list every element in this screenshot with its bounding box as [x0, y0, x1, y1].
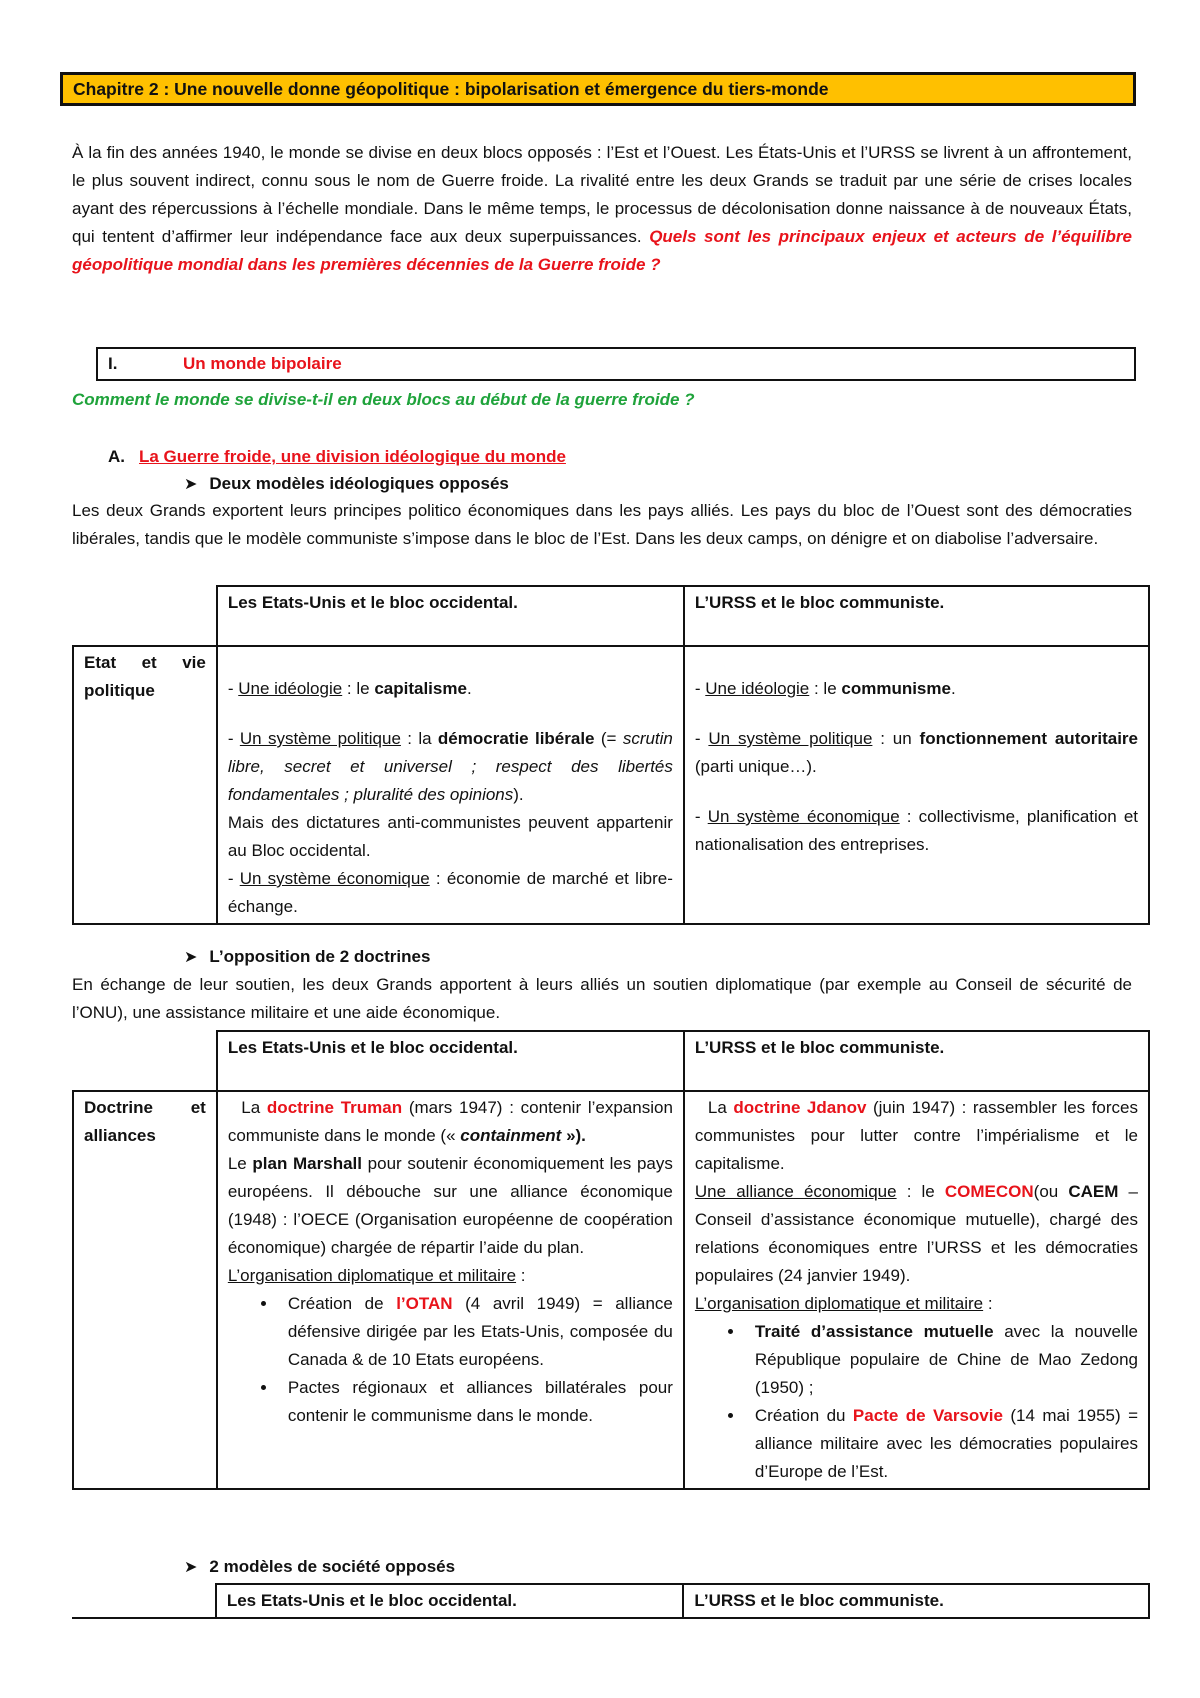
text-fragment: La — [707, 1098, 734, 1117]
bullet-heading-text: Deux modèles idéologiques opposés — [209, 474, 509, 493]
subsection-letter: A. — [108, 447, 125, 466]
west-alliance-list — [228, 1290, 673, 1430]
section-number: I. — [108, 354, 118, 373]
text-fragment: . — [950, 679, 956, 698]
value-ideology: communisme — [841, 679, 951, 698]
header-west: Les Etats-Unis et le bloc occidental. — [216, 1584, 684, 1618]
intro-text: À la fin des années 1940, le monde se divise en deux blocs opposés : l’Est et l’Ouest. Les États-Unis et l’URSS se livrent à un affrontement, le plus souvent indirect, connu sous le nom de Guerre froide. La rivalité entre les deux Grands se traduit par une série de crises locales ayant des répercussions à l’échelle mondiale. Dans le même temps, le processus de décolonisation donne naissance à de nouveaux États, qui tentent d’affirmer leur indépendance face aux deux superpuissances. — [72, 143, 1132, 246]
text-fragment: : le — [342, 679, 375, 698]
text-fragment: : le — [809, 679, 842, 698]
cell-east: - Une idéologie : le communisme. - Un système politique : un fonctionnement autoritaire (parti unique…). - Un système économique : collectivisme, planification et nationalisation des entreprises. — [684, 646, 1149, 924]
text-fragment: : la — [400, 729, 438, 748]
cell-west — [217, 1091, 684, 1489]
plan-marshall: plan Marshall — [252, 1154, 362, 1173]
doctrine-jdanov: doctrine Jdanov — [733, 1098, 867, 1117]
bullet-paragraph-doctrines: En échange de leur soutien, les deux Grands apportent à leurs alliés un soutien diplomatique (par exemple au Conseil de sécurité de l’ONU), une assistance militaire et une aide économique. — [72, 975, 1132, 1022]
list-item: • Pactes régionaux et alliances billatérales pour contenir le communisme dans le monde. — [278, 1374, 673, 1430]
row-label: Etat et vie politique — [73, 646, 217, 924]
doctrine-truman: doctrine Truman — [266, 1098, 403, 1117]
intro-paragraph — [72, 139, 1132, 279]
text-fragment: pour soutenir économiquement les pays européens. Il débouche sur une alliance économique (1948) : l’OECE (Organisation européenne de coopération économique) chargée de répartir l’aide du plan. — [227, 1154, 673, 1257]
text-fragment: (mars 1947) : contenir l’expansion communiste dans le monde (« — [227, 1098, 673, 1145]
comecon: COMECON — [944, 1182, 1034, 1201]
table-corner — [72, 1584, 216, 1618]
label-ideology: Une idéologie — [238, 679, 343, 698]
value-political: fonctionnement autoritaire — [919, 729, 1138, 748]
intro-question: Quels sont les principaux enjeux et acteurs de l’équilibre géopolitique mondial dans les premières décennies de la Guerre froide ? — [72, 227, 1133, 274]
traite-assistance: Traité d’assistance mutuelle — [754, 1322, 994, 1341]
text-fragment: : — [516, 1266, 526, 1285]
text-fragment: : un — [872, 729, 920, 748]
label-organisation: L’organisation diplomatique et militaire — [694, 1294, 984, 1313]
header-west: Les Etats-Unis et le bloc occidental. — [217, 586, 684, 646]
text-fragment: (= — [594, 729, 623, 748]
cell-west: - Une idéologie : le capitalisme. - Un système politique : la démocratie libérale (= scrutin libre, secret et universel ; respect des libertés fondamentales ; pluralité des opinions). Mais des dictatures anti-communistes peuvent appartenir au Bloc occidental. - Un système économique : économie de marché et libre-échange. — [217, 646, 684, 924]
text-fragment: (ou — [1033, 1182, 1069, 1201]
table-societies — [72, 1583, 1150, 1619]
table-row — [73, 1091, 1149, 1489]
list-item — [745, 1318, 1138, 1402]
text-fragment: Création de — [287, 1294, 397, 1313]
section-title: Un monde bipolaire — [183, 354, 342, 373]
otan: l’OTAN — [396, 1294, 453, 1313]
section-question: Comment le monde se divise-t-il en deux blocs au début de la guerre froide ? — [72, 390, 695, 409]
table-header-row — [73, 586, 1149, 646]
subsection-heading — [108, 443, 566, 471]
caem: CAEM — [1068, 1182, 1119, 1201]
text-fragment: – Conseil d’assistance économique mutuelle), chargé des relations économiques entre l’URSS et les démocraties populaires (24 janvier 1949). — [694, 1182, 1138, 1285]
bullet-heading-models — [184, 470, 509, 499]
table-ideologies — [72, 585, 1150, 925]
table-header-row — [73, 1031, 1149, 1091]
header-east: L’URSS et le bloc communiste. — [684, 1031, 1149, 1091]
chapter-title: Chapitre 2 : Une nouvelle donne géopolitique : bipolarisation et émergence du tiers-monde — [73, 79, 829, 99]
text-fragment: »). — [561, 1126, 586, 1145]
text-fragment: ). — [513, 785, 524, 804]
table-corner — [73, 586, 217, 646]
bullet-heading-text: 2 modèles de société opposés — [209, 1557, 456, 1576]
table-row — [73, 646, 1149, 924]
east-alliance-list — [695, 1318, 1138, 1486]
text-fragment: La — [241, 1098, 267, 1117]
text-fragment: Création du — [754, 1406, 853, 1425]
text-fragment: . — [466, 679, 472, 698]
cell-east — [684, 1091, 1149, 1489]
text-fragment: (4 avril 1949) = alliance défensive dirigée par les Etats-Unis, composée du Canada & de 10 Etats européens. — [287, 1294, 673, 1369]
bullet-heading-doctrines — [184, 943, 430, 972]
subsection-title: La Guerre froide, une division idéologique du monde — [139, 447, 566, 466]
label-organisation: L’organisation diplomatique et militaire — [227, 1266, 517, 1285]
arrow-bullet-icon: ➤ — [184, 476, 198, 493]
bullet-heading-societies — [184, 1553, 455, 1582]
dictatures-note: Mais des dictatures anti-communistes peuvent appartenir au Bloc occidental. — [227, 813, 673, 860]
table-header-row — [72, 1584, 1149, 1618]
section-heading-box — [96, 347, 1136, 381]
label-economic: Un système économique — [707, 807, 900, 826]
table-corner — [73, 1031, 217, 1091]
arrow-bullet-icon: ➤ — [184, 949, 198, 966]
list-item — [278, 1290, 673, 1374]
label-economic: Un système économique — [239, 869, 430, 888]
label-political: Un système politique — [708, 729, 873, 748]
label-alliance: Une alliance économique — [694, 1182, 897, 1201]
value-economic: : collectivisme, planification et nationalisation des entreprises. — [694, 807, 1139, 854]
text-fragment: avec la nouvelle République populaire de Chine de Mao Zedong (1950) ; — [754, 1322, 1139, 1397]
list-item — [745, 1402, 1138, 1486]
value-ideology: capitalisme — [374, 679, 467, 698]
text-fragment: (juin 1947) : rassembler les forces communistes pour lutter contre l’impérialisme et le capitalisme. — [694, 1098, 1138, 1173]
table-doctrines — [72, 1030, 1150, 1490]
bullet-heading-text: L’opposition de 2 doctrines — [209, 947, 431, 966]
bullet-paragraph-models: Les deux Grands exportent leurs principes politico économiques dans les pays alliés. Les pays du bloc de l’Ouest sont des démocraties libérales, tandis que le modèle communiste s’impose dans le bloc de l’Est. Dans les deux camps, on dénigre et on diabolise l’adversaire. — [72, 501, 1132, 548]
chapter-title-box — [60, 72, 1136, 106]
header-east: L’URSS et le bloc communiste. — [683, 1584, 1149, 1618]
value-political: démocratie libérale — [437, 729, 595, 748]
containment: containment — [460, 1126, 562, 1145]
label-political: Un système politique — [239, 729, 401, 748]
row-label: Doctrine et alliances — [73, 1091, 217, 1489]
header-east: L’URSS et le bloc communiste. — [684, 586, 1149, 646]
value-economic: : économie de marché et libre-échange. — [227, 869, 673, 916]
text-fragment: (14 mai 1955) = alliance militaire avec les démocraties populaires d’Europe de l’Est. — [754, 1406, 1138, 1481]
text-fragment: : le — [896, 1182, 945, 1201]
text-fragment: Le — [227, 1154, 253, 1173]
header-west: Les Etats-Unis et le bloc occidental. — [217, 1031, 684, 1091]
pacte-varsovie: Pacte de Varsovie — [852, 1406, 1003, 1425]
arrow-bullet-icon: ➤ — [184, 1559, 198, 1576]
label-ideology: Une idéologie — [705, 679, 810, 698]
political-detail: scrutin libre, secret et universel ; respect des libertés fondamentales ; pluralité des opinions — [227, 729, 673, 804]
text-fragment: (parti unique…). — [694, 757, 817, 776]
text-fragment: : — [983, 1294, 993, 1313]
